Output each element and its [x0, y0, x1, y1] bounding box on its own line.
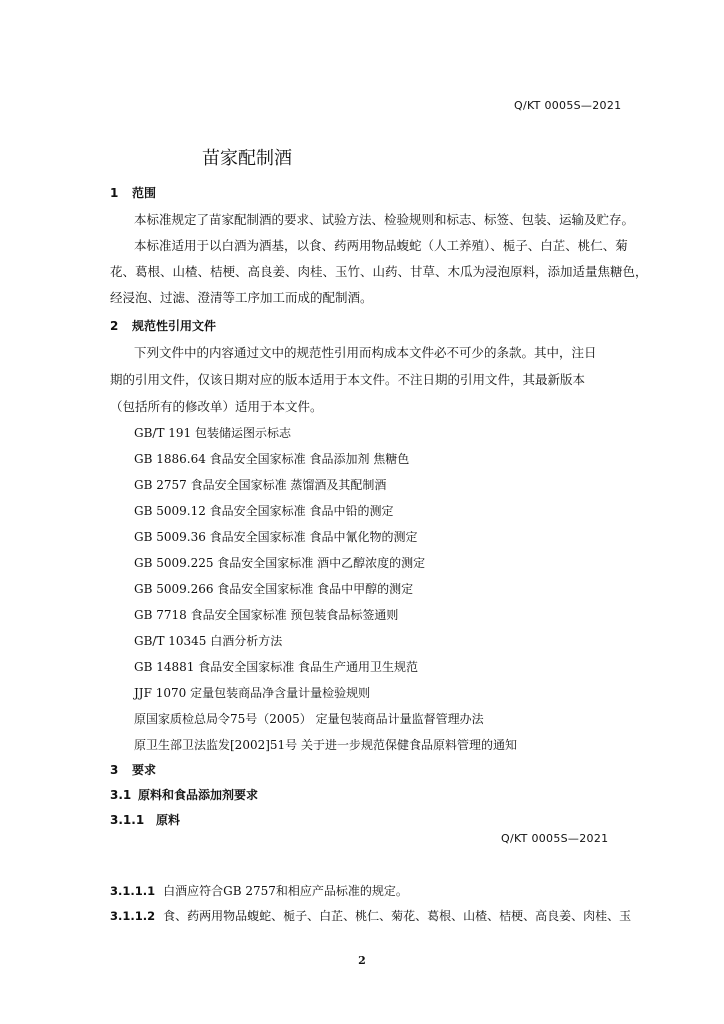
reference-item: GB/T 10345 白酒分析方法	[134, 634, 283, 648]
paragraph-line: （包括所有的修改单）适用于本文件。	[110, 399, 323, 414]
section-number: 2	[110, 319, 119, 333]
clause-text: 食、药两用物品蝮蛇、栀子、白芷、桃仁、菊花、葛根、山楂、桔梗、高良姜、肉桂、玉	[163, 909, 632, 923]
section-number: 1	[110, 186, 119, 200]
reference-item: GB 5009.266 食品安全国家标准 食品中甲醇的测定	[134, 582, 414, 596]
reference-item: GB 1886.64 食品安全国家标准 食品添加剂 焦糖色	[134, 452, 410, 466]
reference-item: 原国家质检总局令75号（2005） 定量包装商品计量监督管理办法	[134, 712, 484, 726]
paragraph-line: 花、葛根、山楂、桔梗、高良姜、肉桂、玉竹、山药、甘草、木瓜为浸泡原料，添加适量焦糖色，	[110, 264, 648, 279]
section-3-heading	[110, 761, 156, 778]
section-number: 3	[110, 763, 119, 777]
standard-code-header: Q/KT 0005S—2021	[514, 99, 622, 112]
reference-item: GB 5009.36 食品安全国家标准 食品中氰化物的测定	[134, 530, 418, 544]
paragraph-line: 经浸泡、过滤、澄清等工序加工而成的配制酒。	[110, 290, 373, 305]
reference-item: GB 14881 食品安全国家标准 食品生产通用卫生规范	[134, 660, 419, 674]
paragraph: 本标准规定了苗家配制酒的要求、试验方法、检验规则和标志、标签、包装、运输及贮存。	[134, 212, 635, 227]
subsection-3-1-heading	[110, 786, 258, 803]
subsection-number: 3.1	[110, 788, 132, 802]
clause-3-1-1-2	[110, 907, 631, 924]
paragraph-line: 本标准适用于以白酒为酒基，以食、药两用物品蝮蛇（人工养殖）、栀子、白芷、桃仁、菊	[134, 238, 628, 253]
subsection-number: 3.1.1	[110, 813, 145, 827]
standard-code-inline: Q/KT 0005S—2021	[501, 832, 609, 845]
reference-item: 原卫生部卫法监发[2002]51号 关于进一步规范保健食品原料管理的通知	[134, 738, 517, 752]
clause-number: 3.1.1.1	[110, 884, 156, 898]
section-1-heading	[110, 184, 156, 201]
page-number: 2	[358, 954, 366, 967]
reference-item: GB 5009.12 食品安全国家标准 食品中铅的测定	[134, 504, 394, 518]
clause-text: 白酒应符合GB 2757和相应产品标准的规定。	[163, 884, 408, 898]
reference-item: JJF 1070 定量包装商品净含量计量检验规则	[134, 686, 371, 700]
subsection-3-1-1-heading	[110, 811, 180, 828]
paragraph-line: 期的引用文件，仅该日期对应的版本适用于本文件。不注日期的引用文件，其最新版本	[110, 372, 586, 387]
section-title: 规范性引用文件	[132, 319, 217, 333]
reference-item: GB 2757 食品安全国家标准 蒸馏酒及其配制酒	[134, 478, 387, 492]
subsection-title: 原料	[156, 813, 181, 827]
clause-number: 3.1.1.2	[110, 909, 156, 923]
reference-item: GB 7718 食品安全国家标准 预包装食品标签通则	[134, 608, 399, 622]
subsection-title: 原料和食品添加剂要求	[138, 788, 259, 802]
reference-item: GB/T 191 包装储运图示标志	[134, 426, 291, 440]
section-title: 范围	[132, 186, 157, 200]
clause-3-1-1-1	[110, 882, 408, 899]
section-2-heading	[110, 317, 216, 334]
paragraph-line: 下列文件中的内容通过文中的规范性引用而构成本文件必不可少的条款。其中，注日	[134, 345, 597, 360]
document-title: 苗家配制酒	[202, 148, 292, 169]
reference-item: GB 5009.225 食品安全国家标准 酒中乙醇浓度的测定	[134, 556, 426, 570]
section-title: 要求	[132, 763, 157, 777]
